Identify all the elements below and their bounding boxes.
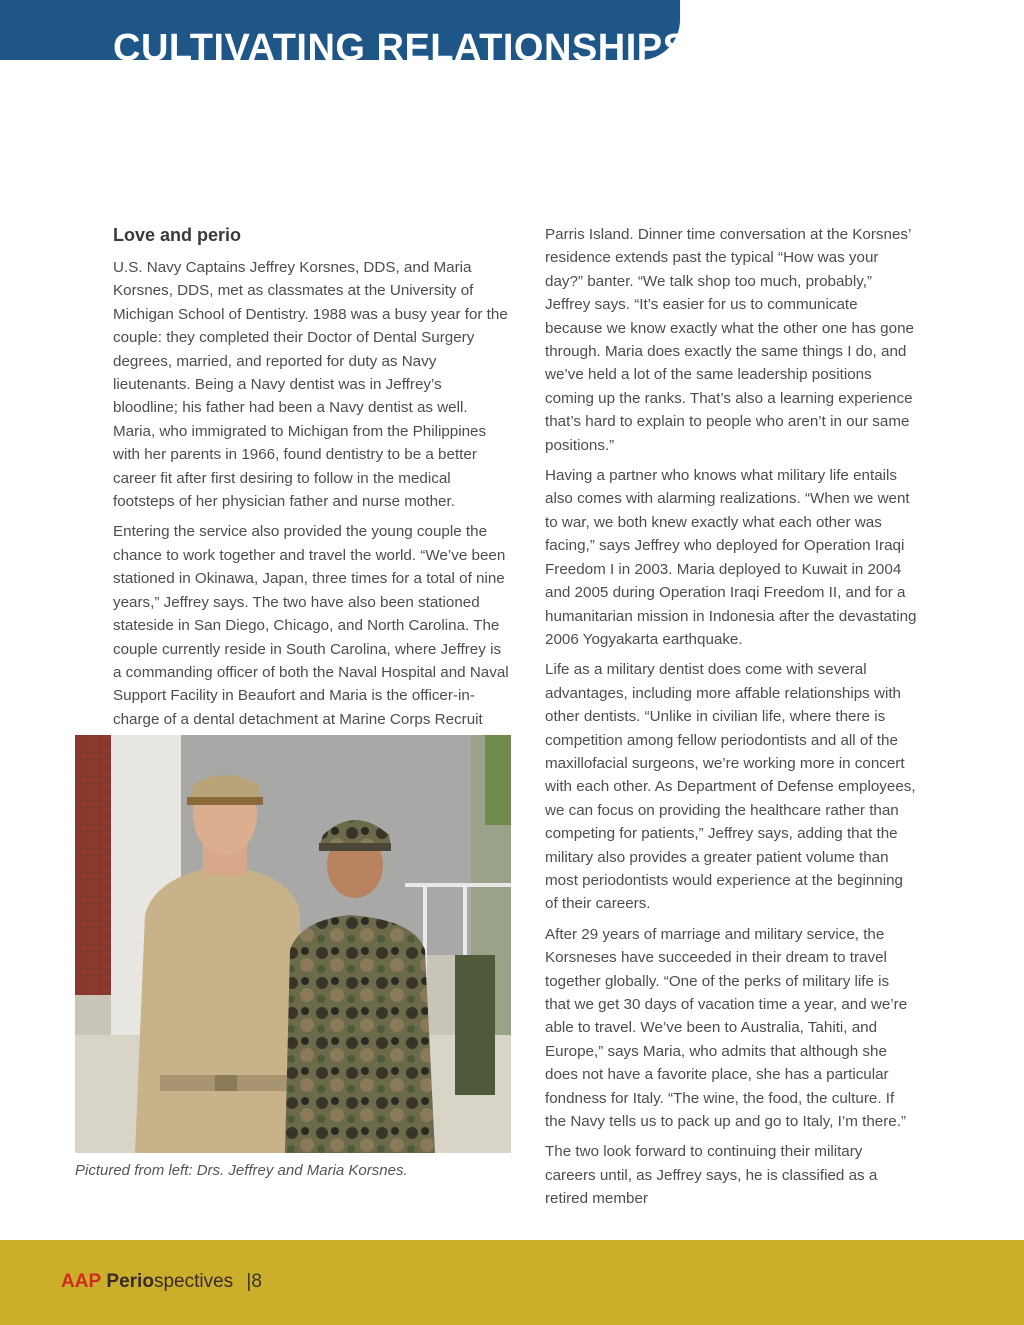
footer-publication bbox=[61, 1271, 262, 1293]
footer-brand-spectives: spectives bbox=[153, 1271, 234, 1292]
article-paragraph: Entering the service also provided the young couple the chance to work together and travel the world. “We’ve been stationed in Okinawa, Japan, three times for a total of nine years,” Jeffrey says. The two have also been stationed stateside in San Diego, Chicago, and North Carolina. The couple currently reside in South Carolina, where Jeffrey is a commanding officer of both the Naval Hospital and Naval Support Facility in Beaufort and Maria is the officer-in-charge of a dental detachment at Marine Corps Recruit bbox=[113, 523, 509, 728]
article-paragraph: After 29 years of marriage and military service, the Korsneses have succeeded in their dream to travel together globally. “One of the perks of military life is that we get 30 days of vacation time a year, and we’re able to travel. We’ve been to Australia, Tahiti, and Europe,” says Maria, who admits that although she does not have a favorite place, she has a particular fondness for Italy. “The wine, the food, the culture. If the Navy tells us to pack up and go to Italy, I’m there.” bbox=[545, 925, 908, 1131]
footer-brand-perio: Perio bbox=[106, 1271, 154, 1292]
article-column-left bbox=[113, 222, 509, 762]
article-paragraph: The two look forward to continuing their military careers until, as Jeffrey says, he is classified as a retired member bbox=[545, 1143, 878, 1208]
article-column-right bbox=[545, 223, 917, 1218]
article-paragraph: U.S. Navy Captains Jeffrey Korsnes, DDS, and Maria Korsnes, DDS, met as classmates at the University of Michigan School of Dentistry. 1988 was a busy year for the couple: they completed their Doctor of Dental Surgery degrees, married, and reported for duty as Navy lieutenants. Being a Navy dentist was in Jeffrey’s bloodline; his father had been a Navy dentist as well. Maria, who immigrated to Michigan from the Philippines with her parents in 1966, found dentistry to be a better career fit after first desiring to follow in the medical footsteps of her physician father and nurse mother. bbox=[113, 259, 508, 511]
footer-brand-aap: AAP bbox=[61, 1271, 102, 1292]
photo-caption: Pictured from left: Drs. Jeffrey and Maria Korsnes. bbox=[75, 1162, 408, 1179]
page-section-title: CULTIVATING RELATIONSHIPS bbox=[113, 27, 689, 60]
article-paragraph: Life as a military dentist does come with several advantages, including more affable relationships with other dentists. “Unlike in civilian life, where there is competition among fellow periodontists and all of the maxillofacial surgeons, we’re working more in concert with each other. As Department of Defense employees, we can focus on providing the healthcare rather than competing for patients,” Jeffrey says, adding that the military also provides a greater patient volume than most periodontists would experience at the beginning of their careers. bbox=[545, 661, 916, 913]
footer-separator: | bbox=[246, 1271, 252, 1292]
article-paragraph: Having a partner who knows what military life entails also comes with alarming realizations. “When we went to war, we both knew exactly what each other was facing,” says Jeffrey who deployed for Operation Iraqi Freedom I in 2003. Maria deployed to Kuwait in 2004 and 2005 during Operation Iraqi Freedom II, and for a humanitarian mission in Indonesia after the devastating 2006 Yogyakarta earthquake. bbox=[545, 467, 917, 648]
article-paragraph: Parris Island. Dinner time conversation at the Korsnes’ residence extends past the typical “How was your day?” banter. “We talk shop too much, probably,” Jeffrey says. “It’s easier for us to communicate because we know exactly what the other one has gone through. Maria does exactly the same things I do, and we’ve held a lot of the same leadership positions coming up the ranks. That’s also a learning experience that’s hard to explain to people who aren’t in our same positions.” bbox=[545, 226, 914, 454]
couple-photo bbox=[75, 735, 511, 1153]
article-heading: Love and perio bbox=[113, 225, 242, 245]
page-number: 8 bbox=[251, 1271, 262, 1292]
